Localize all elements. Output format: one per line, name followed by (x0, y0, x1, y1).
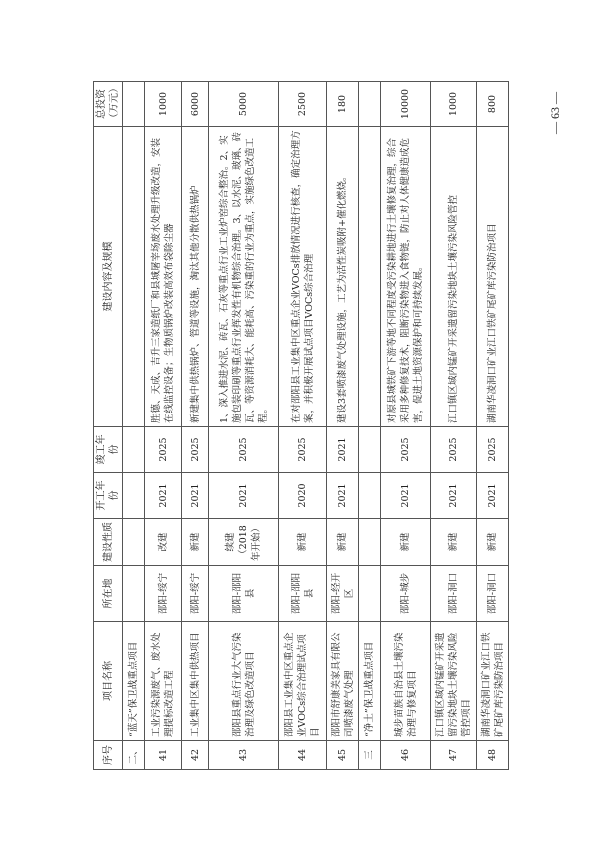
cell-content: 对原县城铁矿下游等地不同程度受污染耕地进行土壤修复治理，综合采用多种修复技术，阻断污染物进入食物链，防止对人体健康造成危害，促进土地资源保护和可持续发展。 (381, 127, 431, 427)
cell-project-name: 江口镇区域内锰矿开采遗留污染地块土壤污染风险管控项目 (431, 622, 477, 741)
cell-investment: 5000 (209, 82, 279, 127)
cell-project-name: 邵阳县重点行业大气污染治理及绿色改造项目 (209, 622, 279, 741)
cell-nature: 改建 (145, 519, 182, 566)
cell-start-year: 2021 (145, 473, 182, 519)
cell-nature: 新建 (279, 519, 327, 566)
cell-nature (123, 519, 145, 566)
header-index: 序号 (94, 741, 123, 770)
cell-content: 江口镇区域内锰矿开采遗留污染地块土壤污染风险管控 (431, 127, 477, 427)
cell-nature: 新建 (327, 519, 359, 566)
cell-project-name: 工业集中区集中供热项目 (182, 622, 209, 741)
cell-start-year: 2021 (431, 473, 477, 519)
cell-nature (359, 519, 381, 566)
section-row (123, 82, 145, 770)
cell-index: 二、 (123, 741, 145, 770)
cell-end-year: 2025 (431, 427, 477, 473)
cell-location (123, 566, 145, 622)
cell-index: 44 (279, 741, 327, 770)
cell-project-name: “净土”保卫战重点项目 (359, 622, 381, 741)
table-row (381, 82, 431, 770)
table-row (209, 82, 279, 770)
cell-investment: 800 (477, 82, 509, 127)
cell-project-name: 邵阳县工业集中区重点企业VOCs综合治理试点项目 (279, 622, 327, 741)
cell-nature: 新建 (477, 519, 509, 566)
cell-end-year: 2025 (279, 427, 327, 473)
header-row (94, 82, 123, 770)
cell-project-name: 邵阳市舒康美家具有限公司喷漆废气处理 (327, 622, 359, 741)
table-row (279, 82, 327, 770)
cell-start-year: 2021 (327, 473, 359, 519)
cell-location: 邵阳-邵阳县 (279, 566, 327, 622)
cell-investment (359, 82, 381, 127)
cell-index: 43 (209, 741, 279, 770)
cell-content: 建设3套喷漆废气处理设施，工艺为活性炭吸附+催化燃烧。 (327, 127, 359, 427)
cell-end-year: 2025 (477, 427, 509, 473)
cell-index: 三 (359, 741, 381, 770)
cell-end-year (123, 427, 145, 473)
cell-end-year: 2025 (145, 427, 182, 473)
cell-project-name: 工业污染源废气、废水处理提标改造工程 (145, 622, 182, 741)
cell-start-year: 2021 (209, 473, 279, 519)
header-project-name: 项目名称 (94, 622, 123, 741)
cell-start-year: 2021 (381, 473, 431, 519)
table-row (145, 82, 182, 770)
section-row (359, 82, 381, 770)
cell-investment (123, 82, 145, 127)
cell-start-year: 2020 (279, 473, 327, 519)
cell-content (359, 127, 381, 427)
cell-content: 胜德、天成、吉升三家造纸厂和县城屠宰场废水处理升级改造，安装在线监控设备；生物质锅炉改装高效布袋除尘器 (145, 127, 182, 427)
header-nature: 建设性质 (94, 519, 123, 566)
table-row (327, 82, 359, 770)
cell-index: 45 (327, 741, 359, 770)
cell-index: 41 (145, 741, 182, 770)
header-end-year: 竣工年份 (94, 427, 123, 473)
cell-end-year (359, 427, 381, 473)
cell-nature: 续建（2018年开始） (209, 519, 279, 566)
cell-location: 邵阳-洞口 (477, 566, 509, 622)
header-investment: 总投资（万元） (94, 82, 123, 127)
cell-investment: 2500 (279, 82, 327, 127)
cell-index: 48 (477, 741, 509, 770)
cell-end-year: 2021 (327, 427, 359, 473)
cell-project-name: 城步苗族自治县土壤污染治理与修复项目 (381, 622, 431, 741)
cell-nature: 新建 (182, 519, 209, 566)
rotated-table-container (93, 82, 505, 770)
header-content: 建设内容及规模 (94, 127, 123, 427)
header-location: 所在地 (94, 566, 123, 622)
cell-investment: 1000 (431, 82, 477, 127)
cell-start-year: 2021 (477, 473, 509, 519)
cell-location: 邵阳-洞口 (431, 566, 477, 622)
project-table (93, 81, 509, 770)
cell-location: 邵阳-邵阳县 (209, 566, 279, 622)
cell-index: 47 (431, 741, 477, 770)
cell-end-year: 2025 (381, 427, 431, 473)
cell-project-name: “蓝天”保卫战重点项目 (123, 622, 145, 741)
cell-nature: 新建 (431, 519, 477, 566)
cell-location: 邵阳-经开区 (327, 566, 359, 622)
table-row (182, 82, 209, 770)
cell-location: 邵阳-绥宁 (145, 566, 182, 622)
cell-content: 1、深入推进水泥、砖瓦、石灰等重点行业工业炉窑综合整治。2、实施包装印刷等重点行业挥发性有机物综合治理。3、以水泥、玻璃、砖瓦、等资源消耗大、能耗高、污染重的行业为重点，实施绿色改造工程。 (209, 127, 279, 427)
cell-investment: 180 (327, 82, 359, 127)
cell-location: 邵阳-城步 (381, 566, 431, 622)
cell-end-year: 2025 (209, 427, 279, 473)
cell-index: 46 (381, 741, 431, 770)
cell-investment: 1000 (145, 82, 182, 127)
cell-investment: 6000 (182, 82, 209, 127)
cell-project-name: 湖南华凌洞口矿业江口铁矿尾矿库污染防治项目 (477, 622, 509, 741)
cell-content: 新建集中供热锅炉、管道等设施，淘汰其他分散供热锅炉 (182, 127, 209, 427)
cell-location: 邵阳-绥宁 (182, 566, 209, 622)
table-row (477, 82, 509, 770)
cell-end-year: 2025 (182, 427, 209, 473)
cell-location (359, 566, 381, 622)
header-start-year: 开工年份 (94, 473, 123, 519)
cell-start-year: 2021 (182, 473, 209, 519)
cell-content: 湖南华凌洞口矿业江口铁矿尾矿库污染防治项目 (477, 127, 509, 427)
cell-content (123, 127, 145, 427)
cell-nature: 新建 (381, 519, 431, 566)
cell-index: 42 (182, 741, 209, 770)
cell-start-year (123, 473, 145, 519)
page-number: — 63 — (548, 92, 562, 134)
cell-start-year (359, 473, 381, 519)
cell-content: 在对邵阳县工业集中区重点企业VOCs排放情况进行核查，确定治理方案，并积极开展试点项目VOCs综合治理 (279, 127, 327, 427)
table-row (431, 82, 477, 770)
cell-investment: 10000 (381, 82, 431, 127)
